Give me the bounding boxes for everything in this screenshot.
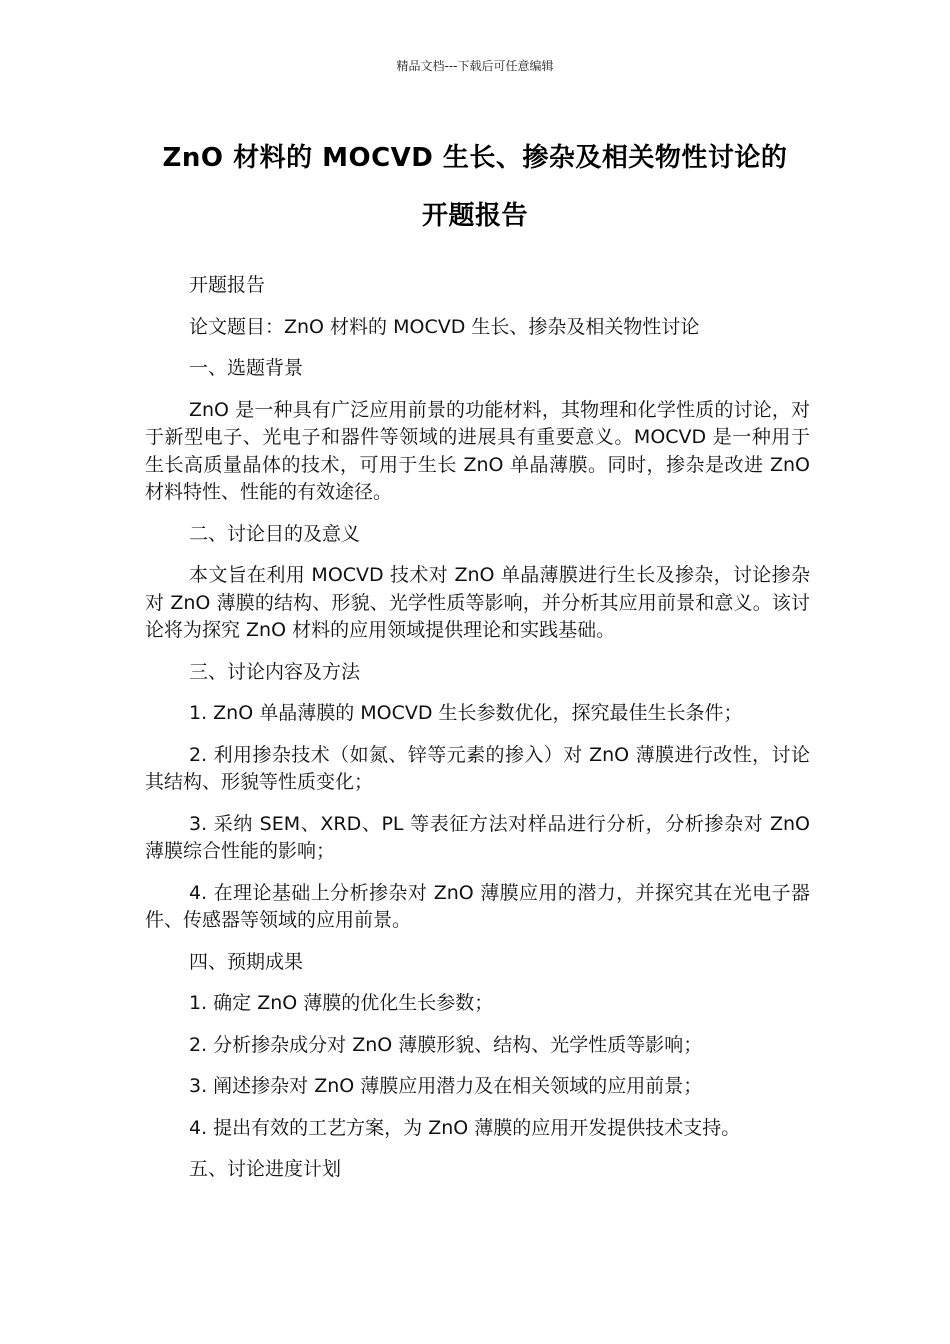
section-heading-expected-results: 四、预期成果: [189, 950, 304, 973]
purpose-paragraph: 本文旨在利用 MOCVD 技术对 ZnO 单晶薄膜进行生长及掺杂，讨论掺杂对 ZnO 薄膜的结构、形貌、光学性质等影响，并分析其应用前景和意义。该讨论将为探究 ZnO 材料的应用领域提供理论和实践基础。: [145, 564, 810, 641]
method-item-1: 1. ZnO 单晶薄膜的 MOCVD 生长参数优化，探究最佳生长条件；: [189, 702, 743, 724]
report-label: 开题报告: [189, 274, 266, 296]
result-item-2: 2. 分析掺杂成分对 ZnO 薄膜形貌、结构、光学性质等影响；: [189, 1033, 703, 1056]
result-item-3: 3. 阐述掺杂对 ZnO 薄膜应用潜力及在相关领域的应用前景；: [189, 1075, 703, 1097]
thesis-topic: 论文题目：ZnO 材料的 MOCVD 生长、掺杂及相关物性讨论: [189, 315, 700, 338]
document-title-line-2: 开题报告: [421, 201, 528, 231]
page-header-note: 精品文档---下载后可任意编辑: [396, 59, 554, 73]
section-heading-schedule: 五、讨论进度计划: [189, 1158, 342, 1180]
method-item-3: 3. 采纳 SEM、XRD、PL 等表征方法对样品进行分析，分析掺杂对 ZnO 薄膜综合性能的影响；: [145, 812, 810, 862]
background-paragraph: ZnO 是一种具有广泛应用前景的功能材料，其物理和化学性质的讨论，对于新型电子、光电子和器件等领域的进展具有重要意义。MOCVD 是一种用于生长高质量晶体的技术，可用于生长 ZnO 单晶薄膜。同时，掺杂是改进 ZnO 材料特性、性能的有效途径。: [145, 398, 810, 503]
method-item-4: 4. 在理论基础上分析掺杂对 ZnO 薄膜应用的潜力，并探究其在光电子器件、传感器等领域的应用前景。: [145, 881, 810, 931]
document-body: [145, 272, 810, 1198]
section-heading-content-methods: 三、讨论内容及方法: [189, 660, 361, 683]
section-heading-purpose: 二、讨论目的及意义: [189, 522, 361, 545]
result-item-1: 1. 确定 ZnO 薄膜的优化生长参数；: [189, 992, 494, 1014]
result-item-4: 4. 提出有效的工艺方案，为 ZnO 薄膜的应用开发提供技术支持。: [189, 1116, 741, 1139]
section-heading-background: 一、选题背景: [189, 357, 304, 379]
document-title-line-1: ZnO 材料的 MOCVD 生长、掺杂及相关物性讨论的: [162, 143, 788, 173]
method-item-2: 2. 利用掺杂技术（如氮、锌等元素的掺入）对 ZnO 薄膜进行改性，讨论其结构、形貌等性质变化；: [145, 743, 810, 793]
